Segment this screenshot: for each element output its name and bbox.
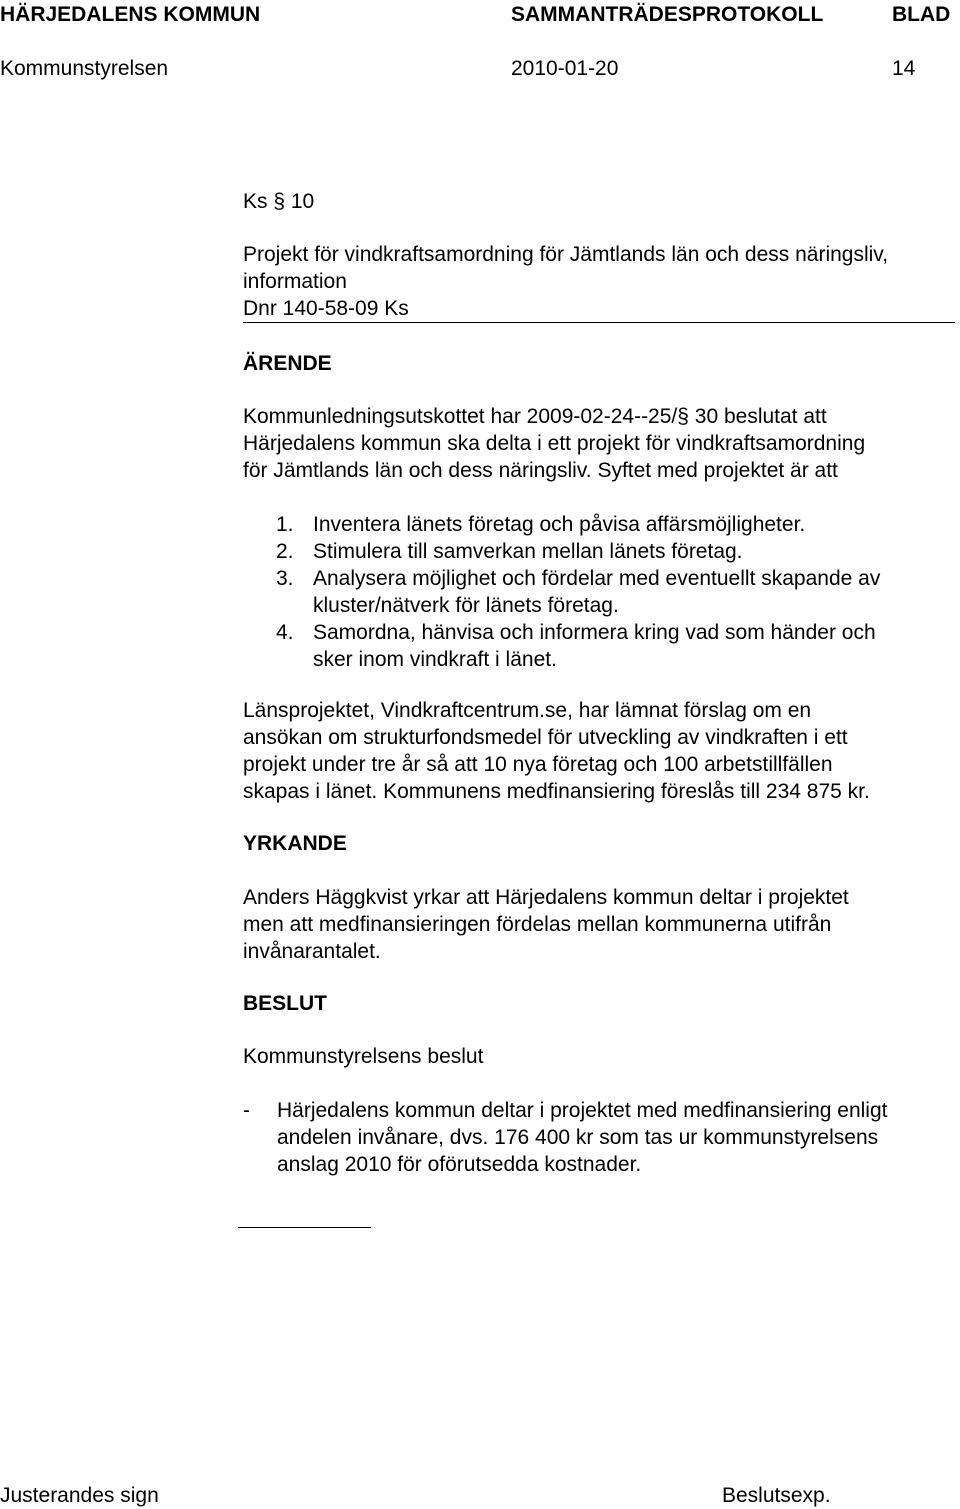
arende-heading: ÄRENDE xyxy=(243,352,332,375)
beslut-heading: BESLUT xyxy=(243,992,327,1015)
list-item-text: Inventera länets företag och påvisa affärsmöjligheter. xyxy=(313,513,806,536)
beslut-subheading: Kommunstyrelsens beslut xyxy=(243,1045,484,1068)
committee-name: Kommunstyrelsen xyxy=(0,57,169,80)
org-name: HÄRJEDALENS KOMMUN xyxy=(0,3,261,26)
list-item-number: 2. xyxy=(276,540,294,563)
beslut-line: andelen invånare, dvs. 176 400 kr som tas ur kommunstyrelsens xyxy=(277,1126,879,1149)
list-item-text: kluster/nätverk för länets företag. xyxy=(313,594,619,617)
title-rule xyxy=(243,322,955,323)
arende-intro-line: för Jämtlands län och dess näringsliv. Syftet med projektet är att xyxy=(243,459,838,482)
arende-paragraph-line: skapas i länet. Kommunens medfinansiering föreslås till 234 875 kr. xyxy=(243,780,870,803)
arende-paragraph-line: projekt under tre år så att 10 nya företag och 100 arbetstillfällen xyxy=(243,753,833,776)
footer-justerandes-sign: Justerandes sign xyxy=(0,1484,159,1507)
arende-paragraph-line: ansökan om strukturfondsmedel för utveckling av vindkraften i ett xyxy=(243,726,848,749)
list-item-number: 1. xyxy=(276,513,294,536)
beslut-dash: - xyxy=(243,1099,250,1122)
meeting-date: 2010-01-20 xyxy=(511,57,619,80)
beslut-line: anslag 2010 för oförutsedda kostnader. xyxy=(277,1153,642,1176)
arende-paragraph-line: Länsprojektet, Vindkraftcentrum.se, har lämnat förslag om en xyxy=(243,699,812,722)
list-item-text: Samordna, hänvisa och informera kring vad som händer och xyxy=(313,621,876,644)
blad-label: BLAD xyxy=(892,3,951,26)
end-rule xyxy=(238,1227,371,1228)
list-item-number: 3. xyxy=(276,567,294,590)
yrkande-line: men att medfinansieringen fördelas mellan kommunerna utifrån xyxy=(243,913,832,936)
yrkande-line: Anders Häggkvist yrkar att Härjedalens kommun deltar i projektet xyxy=(243,886,849,909)
doc-type: SAMMANTRÄDESPROTOKOLL xyxy=(511,3,824,26)
paragraph-number: Ks § 10 xyxy=(243,190,315,213)
dnr: Dnr 140-58-09 Ks xyxy=(243,297,409,320)
list-item-number: 4. xyxy=(276,621,294,644)
footer-beslutsexp: Beslutsexp. xyxy=(722,1484,831,1507)
arende-intro-line: Härjedalens kommun ska delta i ett projekt för vindkraftsamordning xyxy=(243,432,866,455)
list-item-text: Analysera möjlighet och fördelar med eventuellt skapande av xyxy=(313,567,881,590)
section-title: Projekt för vindkraftsamordning för Jämtlands län och dess näringsliv, xyxy=(243,243,889,266)
list-item-text: Stimulera till samverkan mellan länets företag. xyxy=(313,540,743,563)
list-item-text: sker inom vindkraft i länet. xyxy=(313,648,557,671)
section-title-cont: information xyxy=(243,270,347,293)
beslut-line: Härjedalens kommun deltar i projektet med medfinansiering enligt xyxy=(277,1099,888,1122)
yrkande-heading: YRKANDE xyxy=(243,832,347,855)
yrkande-line: invånarantalet. xyxy=(243,940,381,963)
page-number: 14 xyxy=(892,57,916,80)
arende-intro-line: Kommunledningsutskottet har 2009-02-24--25/§ 30 beslutat att xyxy=(243,405,827,428)
